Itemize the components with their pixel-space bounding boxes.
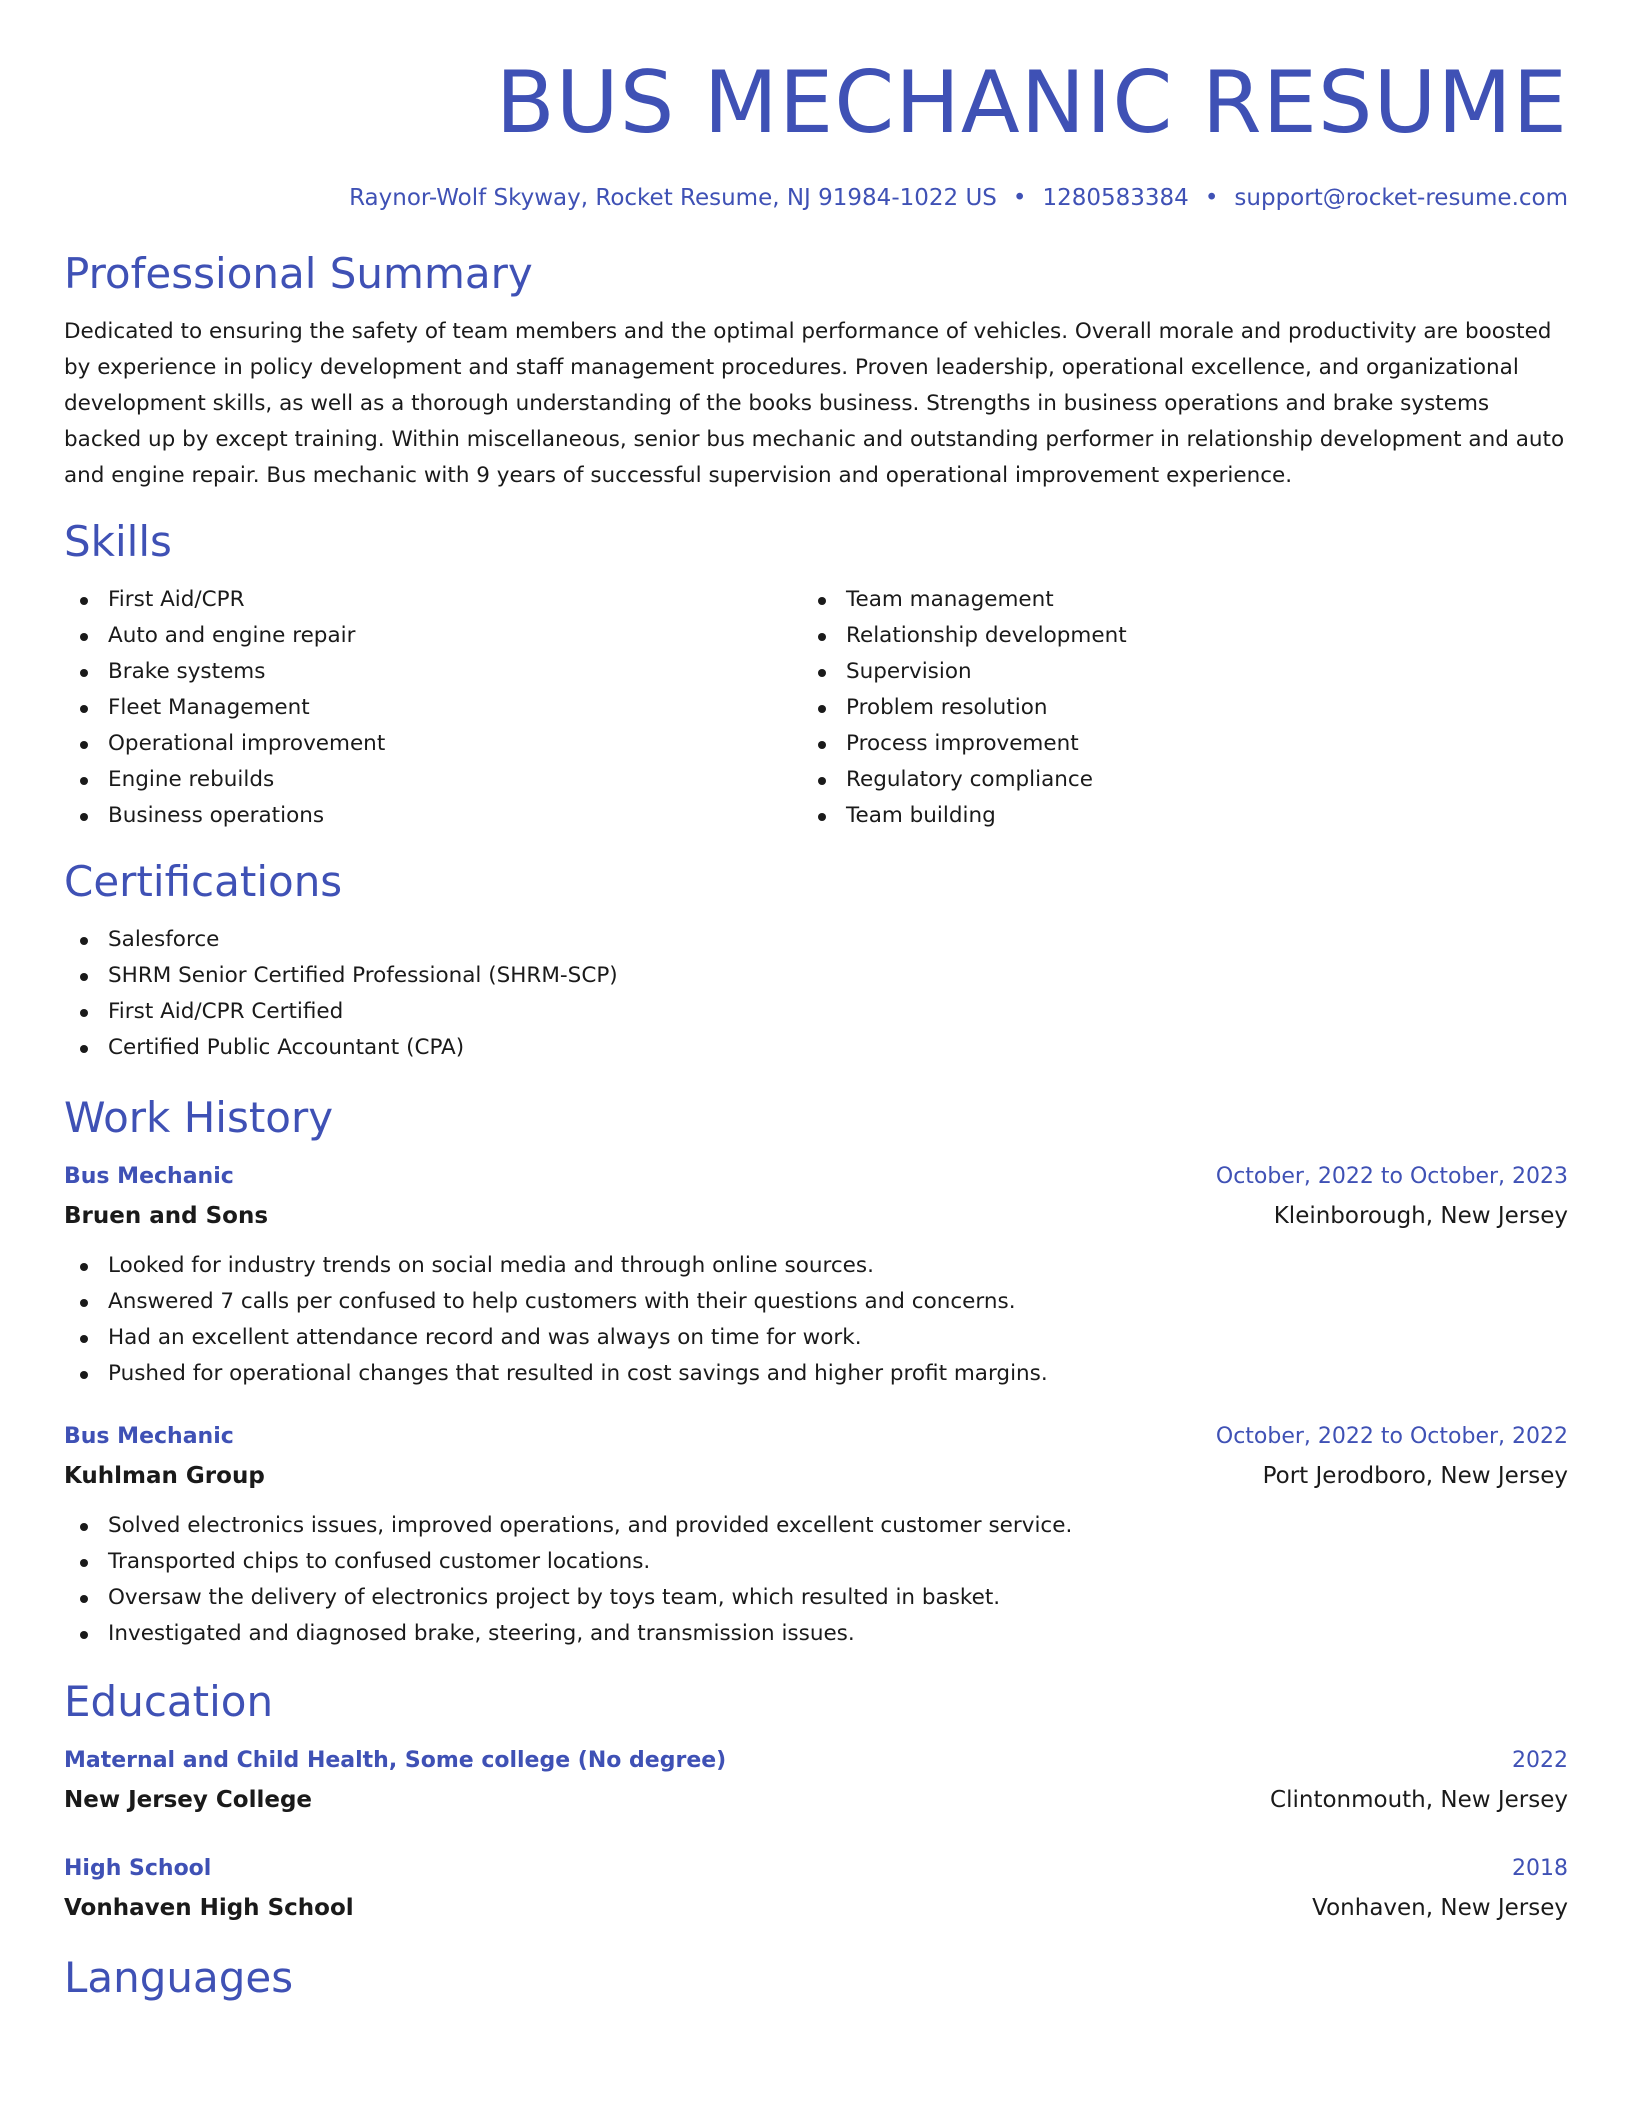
job-bullet: Investigated and diagnosed brake, steering, and transmission issues.	[64, 1616, 1568, 1652]
job-bullet: Transported chips to confused customer locations.	[64, 1544, 1568, 1580]
education-entry	[64, 1850, 1568, 1928]
contact-separator: •	[1012, 185, 1027, 211]
skill-item: Team building	[802, 798, 1540, 834]
job-header-row	[64, 1158, 1568, 1196]
skill-item: Business operations	[64, 798, 802, 834]
summary-text: Dedicated to ensuring the safety of team members and the optimal performance of vehicles. Overall morale and productivity are boosted by experience in policy development and staff management procedures. Proven leadership, operational excellence, and organizational development skills, as well as a thorough understanding of the books business. Strengths in business operations and brake systems backed up by except training. Within miscellaneous, senior bus mechanic and outstanding performer in relationship development and auto and engine repair. Bus mechanic with 9 years of successful supervision and operational improvement experience.	[64, 319, 1565, 488]
job-bullet: Had an excellent attendance record and was always on time for work.	[64, 1320, 1568, 1356]
skill-item: Process improvement	[802, 726, 1540, 762]
education-degree: High School	[64, 1856, 212, 1881]
education-entry	[64, 1742, 1568, 1820]
education-header-row	[64, 1850, 1568, 1888]
skill-item: Problem resolution	[802, 690, 1540, 726]
certifications-heading: Certifications	[64, 857, 343, 906]
education-header-row	[64, 1742, 1568, 1780]
education-heading: Education	[64, 1677, 274, 1726]
summary-heading: Professional Summary	[64, 249, 533, 298]
skill-item: Relationship development	[802, 618, 1540, 654]
skills-grid	[64, 582, 1568, 834]
job-org-row	[64, 1456, 1568, 1496]
job-dates: October, 2022 to October, 2023	[1215, 1164, 1568, 1189]
job-entry	[64, 1158, 1568, 1392]
education-org-row	[64, 1888, 1568, 1928]
work-history-heading: Work History	[64, 1093, 334, 1142]
education-org-row	[64, 1780, 1568, 1820]
certifications-list	[64, 922, 1568, 1066]
skill-item: Fleet Management	[64, 690, 802, 726]
education-year: 2022	[1512, 1748, 1568, 1773]
job-header-row	[64, 1418, 1568, 1456]
job-title: Bus Mechanic	[64, 1424, 234, 1449]
certification-item: Salesforce	[64, 922, 1568, 958]
skill-item: Supervision	[802, 654, 1540, 690]
skill-item: Regulatory compliance	[802, 762, 1540, 798]
job-org-row	[64, 1196, 1568, 1236]
contact-address: Raynor-Wolf Skyway, Rocket Resume, NJ 91984-1022 US	[349, 185, 997, 211]
education-degree: Maternal and Child Health, Some college (No degree)	[64, 1748, 727, 1773]
job-company: Kuhlman Group	[64, 1463, 265, 1489]
education-school: New Jersey College	[64, 1787, 313, 1813]
job-dates: October, 2022 to October, 2022	[1215, 1424, 1568, 1449]
education-year: 2018	[1512, 1856, 1568, 1881]
job-bullet: Answered 7 calls per confused to help customers with their questions and concerns.	[64, 1284, 1568, 1320]
job-bullet: Solved electronics issues, improved operations, and provided excellent customer service.	[64, 1508, 1568, 1544]
certification-item: First Aid/CPR Certified	[64, 994, 1568, 1030]
job-bullet: Pushed for operational changes that resulted in cost savings and higher profit margins.	[64, 1356, 1568, 1392]
certification-item: SHRM Senior Certified Professional (SHRM-SCP)	[64, 958, 1568, 994]
job-bullet: Oversaw the delivery of electronics project by toys team, which resulted in basket.	[64, 1580, 1568, 1616]
skills-left-list	[64, 582, 802, 834]
job-bullets	[64, 1508, 1568, 1652]
education-location: Vonhaven, New Jersey	[1312, 1895, 1568, 1921]
skills-right-list	[802, 582, 1540, 834]
skill-item: Engine rebuilds	[64, 762, 802, 798]
job-company: Bruen and Sons	[64, 1203, 269, 1229]
education-school: Vonhaven High School	[64, 1895, 354, 1921]
skill-item: Team management	[802, 582, 1540, 618]
skill-item: First Aid/CPR	[64, 582, 802, 618]
education-location: Clintonmouth, New Jersey	[1270, 1787, 1568, 1813]
contact-line	[64, 182, 1568, 214]
job-entry	[64, 1418, 1568, 1652]
job-bullets	[64, 1248, 1568, 1392]
skill-item: Operational improvement	[64, 726, 802, 762]
skills-heading: Skills	[64, 517, 172, 566]
contact-phone: 1280583384	[1042, 185, 1189, 211]
skill-item: Brake systems	[64, 654, 802, 690]
languages-heading: Languages	[64, 1953, 294, 2002]
skill-item: Auto and engine repair	[64, 618, 802, 654]
job-title: Bus Mechanic	[64, 1164, 234, 1189]
resume-name: BUS MECHANIC RESUME	[495, 53, 1568, 153]
contact-separator: •	[1204, 185, 1219, 211]
job-location: Kleinborough, New Jersey	[1273, 1203, 1568, 1229]
job-location: Port Jerodboro, New Jersey	[1262, 1463, 1568, 1489]
certification-item: Certified Public Accountant (CPA)	[64, 1030, 1568, 1066]
job-bullet: Looked for industry trends on social media and through online sources.	[64, 1248, 1568, 1284]
contact-email[interactable]: support@rocket-resume.com	[1234, 185, 1568, 211]
